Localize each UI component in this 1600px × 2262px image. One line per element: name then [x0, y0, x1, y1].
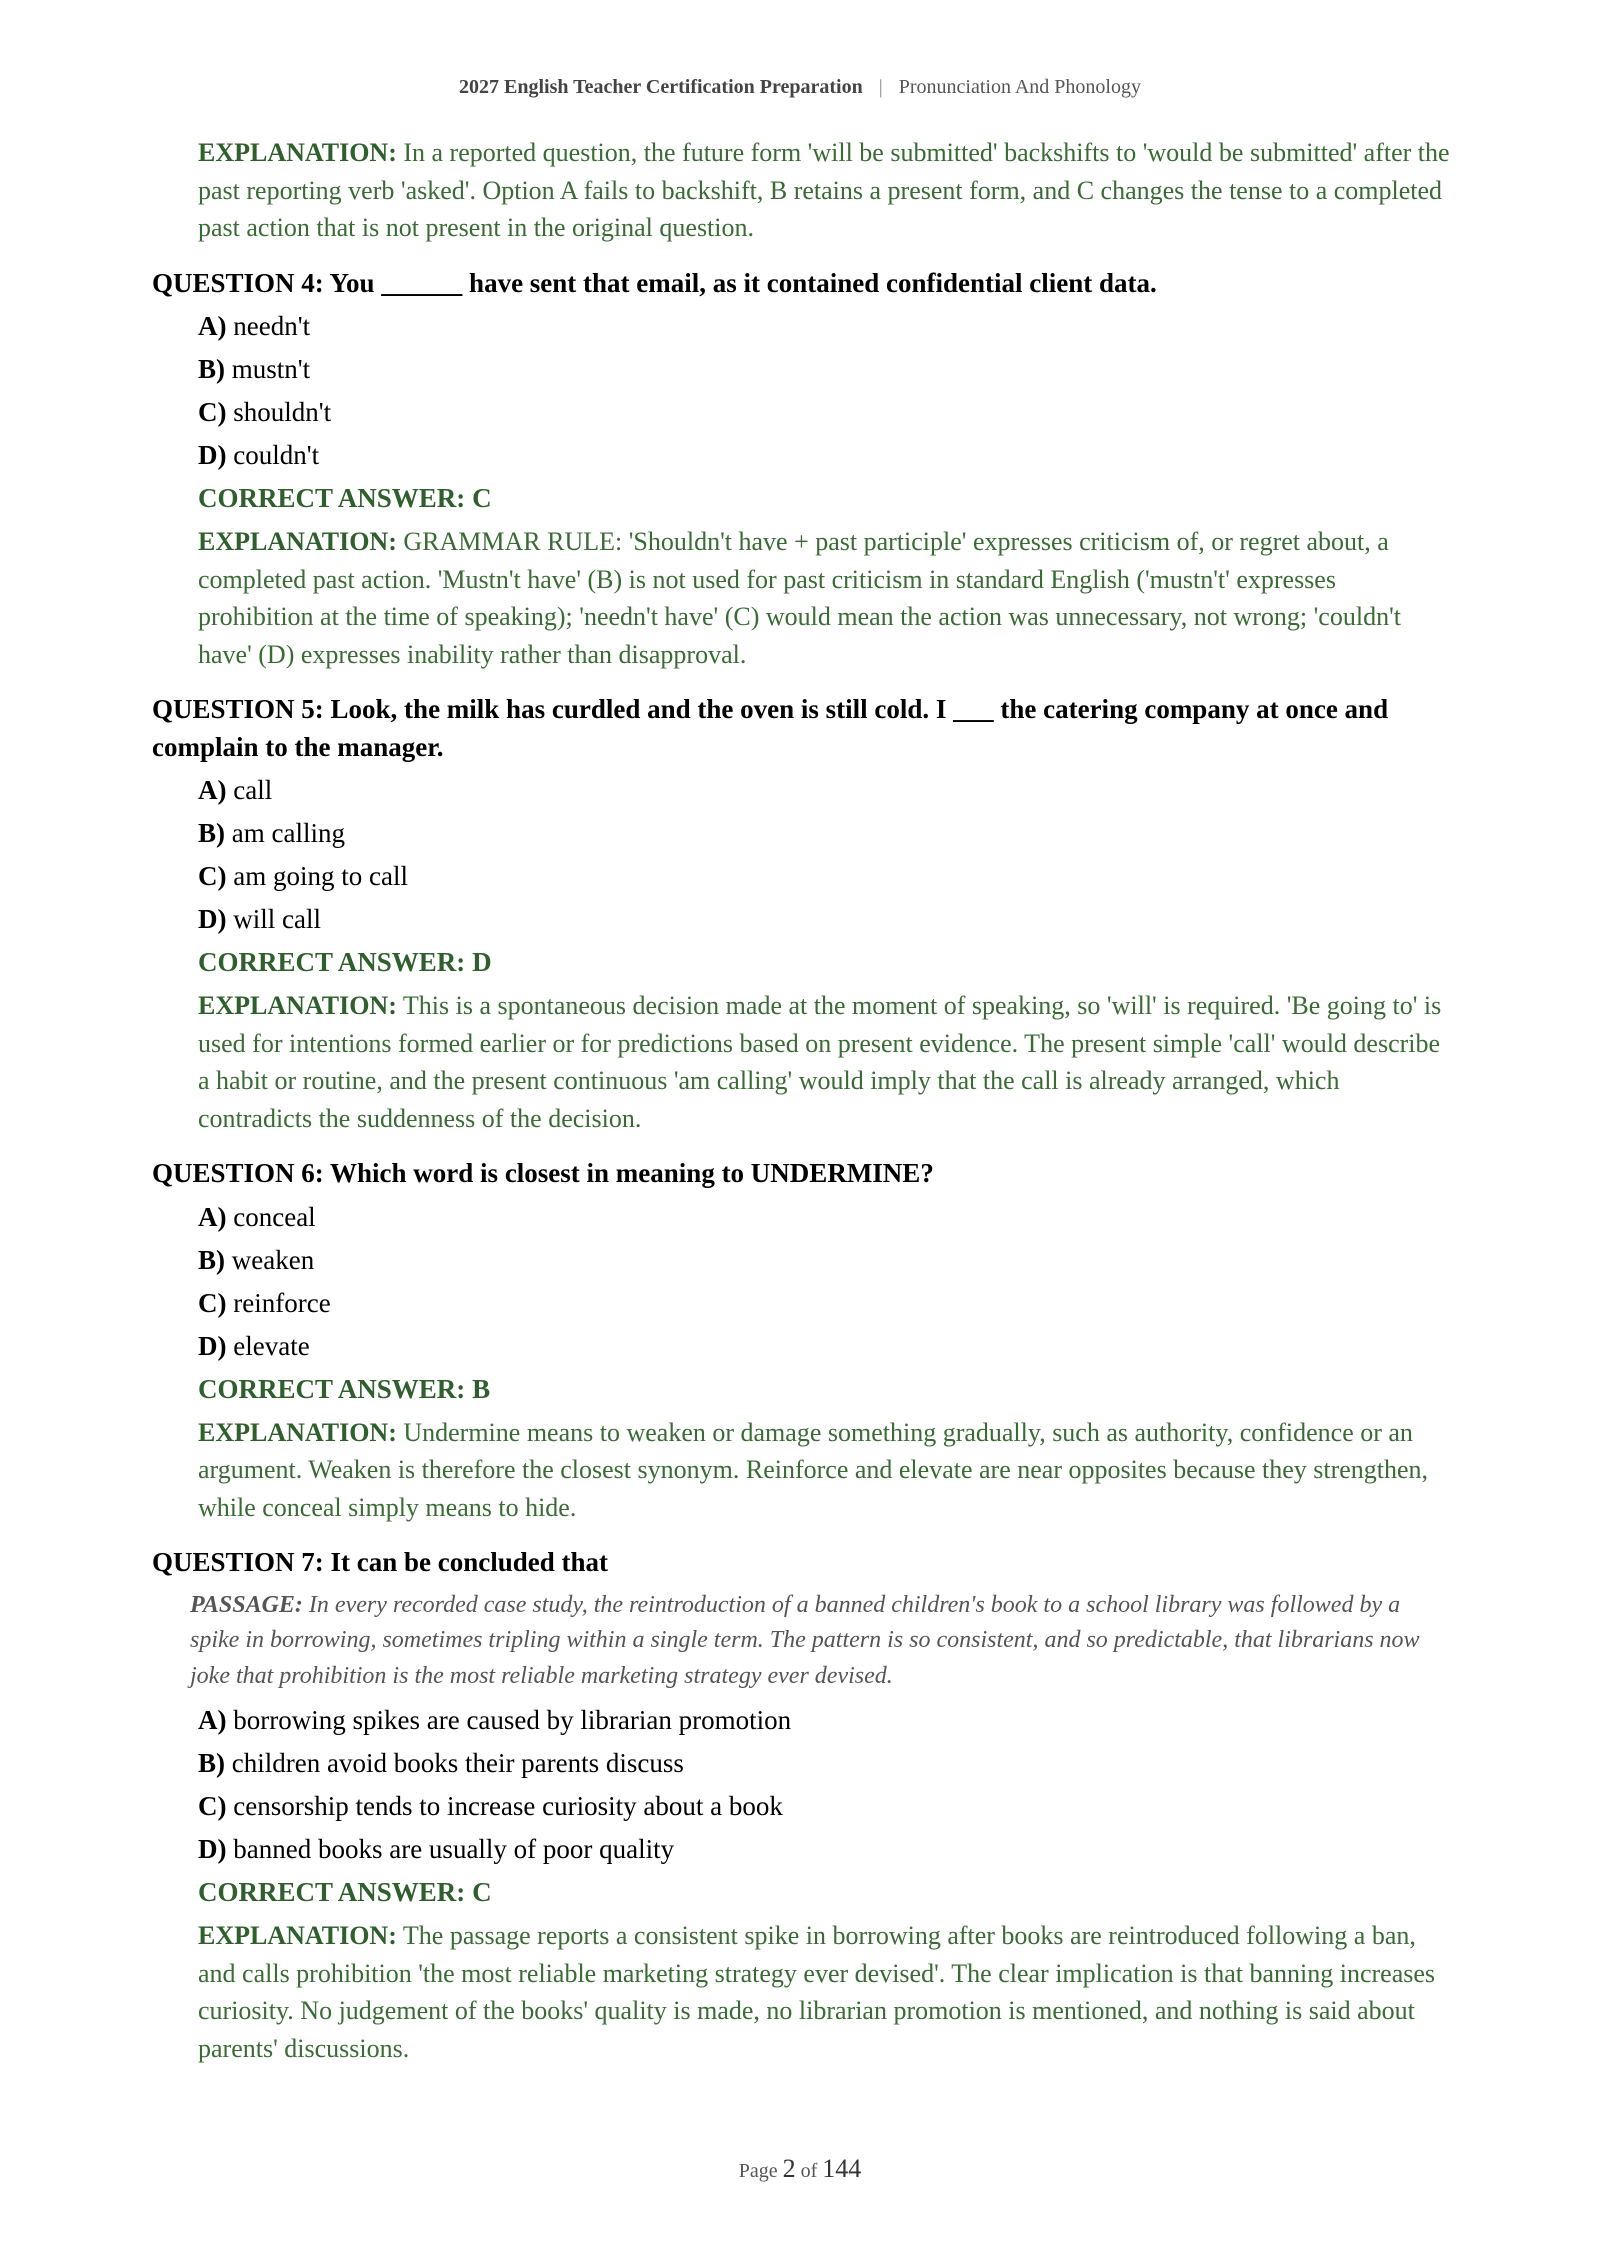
explanation-text: GRAMMAR RULE: 'Shouldn't have + past participle' expresses criticism of, or regret about, a completed past action. 'Mustn't have' (B) is not used for past criticism in standard English ('mustn't' expresses prohibition at the time of speaking); 'needn't have' (C) would mean the action was unnecessary, not wrong; 'couldn't have' (D) expresses inability rather than disapproval. [198, 527, 1401, 669]
option-text: am going to call [233, 861, 408, 891]
question-block-4 [152, 265, 1452, 674]
correct-answer [198, 1874, 1452, 1917]
option-text: am calling [231, 818, 345, 848]
option-text: children avoid books their parents discuss [231, 1748, 684, 1778]
option-text: weaken [231, 1244, 315, 1275]
option-letter: B) [198, 354, 225, 384]
correct-answer [198, 1371, 1452, 1414]
option-a [198, 1702, 1452, 1745]
explanation-label: EXPLANATION: [198, 1417, 397, 1447]
explanation-label: EXPLANATION: [198, 138, 397, 167]
explanation-text: This is a spontaneous decision made at the moment of speaking, so 'will' is required. 'Be going to' is used for intentions formed earlier or for predictions based on present evidence. The present simple 'call' would describe a habit or routine, and the present continuous 'am calling' would imply that the call is already arranged, which contradicts the suddenness of the decision. [198, 991, 1442, 1133]
passage-label: PASSAGE: [190, 1591, 303, 1618]
explanation-label: EXPLANATION: [198, 527, 397, 556]
question-block-6 [152, 1155, 1452, 1526]
answer-letter: C [472, 483, 492, 513]
option-b [198, 1242, 1452, 1285]
option-d [198, 437, 1452, 480]
option-a [198, 308, 1452, 351]
total-pages: 144 [822, 2154, 862, 2183]
option-text: reinforce [233, 1287, 331, 1318]
option-letter: C) [198, 861, 227, 891]
option-d [198, 901, 1452, 944]
option-text: needn't [233, 311, 311, 341]
option-text: conceal [233, 1201, 316, 1232]
question-block-5 [152, 691, 1452, 1137]
of-word: of [800, 2160, 818, 2182]
question-heading: QUESTION 7: It can be concluded that [152, 1547, 609, 1577]
option-text: censorship tends to increase curiosity about a book [233, 1791, 783, 1821]
document-title: 2027 English Teacher Certification Preparation [459, 76, 863, 98]
question-block-7 [152, 1544, 1452, 2067]
explanation-label: EXPLANATION: [198, 1921, 397, 1950]
option-text: call [233, 775, 273, 805]
option-c [198, 394, 1452, 437]
question-heading: QUESTION 4: You ______ have sent that email, as it contained confidential client data. [152, 267, 1157, 298]
option-letter: D) [198, 904, 227, 934]
option-text: will call [233, 904, 321, 934]
page-content [152, 134, 1452, 2085]
current-page-number: 2 [782, 2154, 796, 2183]
answer-label: CORRECT ANSWER: [198, 1373, 466, 1404]
option-letter: A) [198, 1201, 227, 1232]
answer-letter: B [472, 1373, 491, 1404]
answer-letter: C [472, 1877, 492, 1907]
option-letter: D) [198, 440, 227, 470]
option-c [198, 858, 1452, 901]
page-header [0, 76, 1600, 99]
option-letter: B) [198, 1748, 225, 1778]
option-letter: D) [198, 1834, 227, 1864]
option-c [198, 1285, 1452, 1328]
reading-passage [190, 1588, 1452, 1695]
question-heading: QUESTION 5: Look, the milk has curdled and the oven is still cold. I ___ the catering company at once and complain to the manager. [152, 694, 1389, 762]
option-a [198, 1199, 1452, 1242]
option-text: couldn't [233, 440, 320, 470]
option-letter: A) [198, 1705, 227, 1735]
answer-label: CORRECT ANSWER: [198, 1877, 466, 1907]
option-a [198, 772, 1452, 815]
option-text: elevate [233, 1330, 310, 1361]
explanation [198, 987, 1452, 1137]
option-b [198, 351, 1452, 394]
answer-label: CORRECT ANSWER: [198, 483, 466, 513]
option-d [198, 1328, 1452, 1371]
explanation [198, 523, 1452, 673]
option-letter: B) [198, 1244, 225, 1275]
explanation-label: EXPLANATION: [198, 991, 397, 1020]
explanation [198, 1917, 1452, 2067]
option-letter: D) [198, 1330, 227, 1361]
header-separator: | [878, 76, 883, 98]
option-letter: A) [198, 311, 227, 341]
passage-text: In every recorded case study, the reintroduction of a banned children's book to a school library was followed by a spike in borrowing, sometimes tripling within a single term. The pattern is so consistent, and so predictable, that librarians now joke that prohibition is the most reliable marketing strategy ever devised. [190, 1591, 1420, 1689]
option-text: shouldn't [233, 397, 332, 427]
option-text: borrowing spikes are caused by librarian promotion [233, 1705, 792, 1735]
carryover-explanation [198, 134, 1452, 247]
option-letter: C) [198, 1287, 227, 1318]
option-b [198, 1745, 1452, 1788]
explanation-text: Undermine means to weaken or damage something gradually, such as authority, confidence or an argument. Weaken is therefore the closest synonym. Reinforce and elevate are near opposites because they strengthen, while conceal simply means to hide. [198, 1417, 1429, 1522]
option-letter: B) [198, 818, 225, 848]
question-heading: QUESTION 6: Which word is closest in meaning to UNDERMINE? [152, 1158, 934, 1188]
explanation [198, 1414, 1452, 1527]
page-footer [0, 2154, 1600, 2184]
option-c [198, 1788, 1452, 1831]
answer-label: CORRECT ANSWER: [198, 947, 466, 977]
option-b [198, 815, 1452, 858]
explanation-text: The passage reports a consistent spike in borrowing after books are reintroduced following a ban, and calls prohibition 'the most reliable marketing strategy ever devised'. The clear implication is that banning increases curiosity. No judgement of the books' quality is made, no librarian promotion is mentioned, and nothing is said about parents' discussions. [198, 1921, 1436, 2063]
option-letter: C) [198, 397, 227, 427]
correct-answer [198, 944, 1452, 987]
option-text: mustn't [231, 354, 311, 384]
option-letter: A) [198, 775, 227, 805]
option-letter: C) [198, 1791, 227, 1821]
explanation-text: In a reported question, the future form 'will be submitted' backshifts to 'would be submitted' after the past reporting verb 'asked'. Option A fails to backshift, B retains a present form, and C changes the tense to a completed past action that is not present in the original question. [198, 138, 1450, 242]
section-title: Pronunciation And Phonology [898, 76, 1141, 98]
correct-answer [198, 480, 1452, 523]
option-text: banned books are usually of poor quality [233, 1834, 675, 1864]
page-word: Page [738, 2160, 778, 2182]
option-d [198, 1831, 1452, 1874]
answer-letter: D [472, 947, 492, 977]
